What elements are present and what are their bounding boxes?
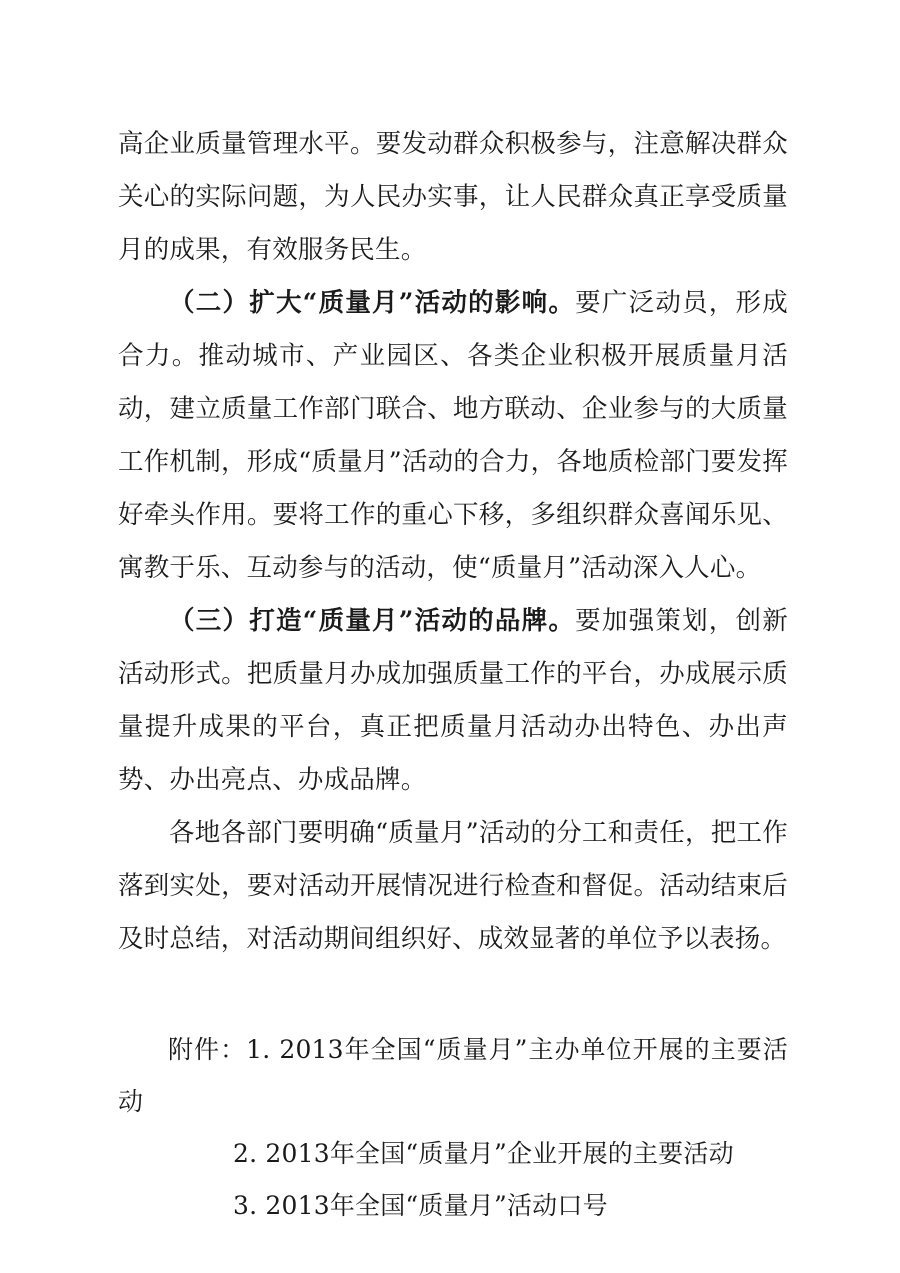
paragraph-closing: 各地各部门要明确“质量月”活动的分工和责任，把工作落到实处，要对活动开展情况进行检查和督促。活动结束后及时总结，对活动期间组织好、成效显著的单位予以表扬。 — [118, 818, 788, 954]
paragraph-continued: 高企业质量管理水平。要发动群众积极参与，注意解决群众关心的实际问题，为人民办实事，让人民群众真正享受质量月的成果，有效服务民生。 — [118, 129, 788, 265]
section-two-text: 要广泛动员，形成合力。推动城市、产业园区、各类企业积极开展质量月活动，建立质量工作部门联合、地方联动、企业参与的大质量工作机制，形成“质量月”活动的合力，各地质检部门要发挥好牵头作用。要将工作的重心下移，多组织群众喜闻乐见、寓教于乐、互动参与的活动，使“质量月”活动深入人心。 — [118, 288, 788, 583]
section-three-heading: （三）打造“质量月”活动的品牌。 — [169, 606, 576, 636]
attachment-line-3: 3. 2013年全国“质量月”活动口号 — [233, 1191, 608, 1220]
paragraph-section-two — [118, 277, 788, 595]
document-body — [118, 118, 788, 1232]
paragraph-section-three — [118, 595, 788, 807]
section-two-heading: （二）扩大“质量月”活动的影响。 — [169, 288, 576, 318]
attachment-item-1: 1. 2013年全国“质量月”主办单位开展的主要活动 — [118, 1035, 788, 1116]
attachment-line-1 — [118, 1024, 788, 1128]
attachments-label: 附件： — [168, 1035, 247, 1064]
section-three-text: 要加强策划，创新活动形式。把质量月办成加强质量工作的平台，办成展示质量提升成果的平台，真正把质量月活动办出特色、办出声势、办出亮点、办成品牌。 — [118, 606, 788, 795]
attachments-block — [118, 1024, 788, 1232]
attachment-line-2: 2. 2013年全国“质量月”企业开展的主要活动 — [233, 1139, 734, 1168]
